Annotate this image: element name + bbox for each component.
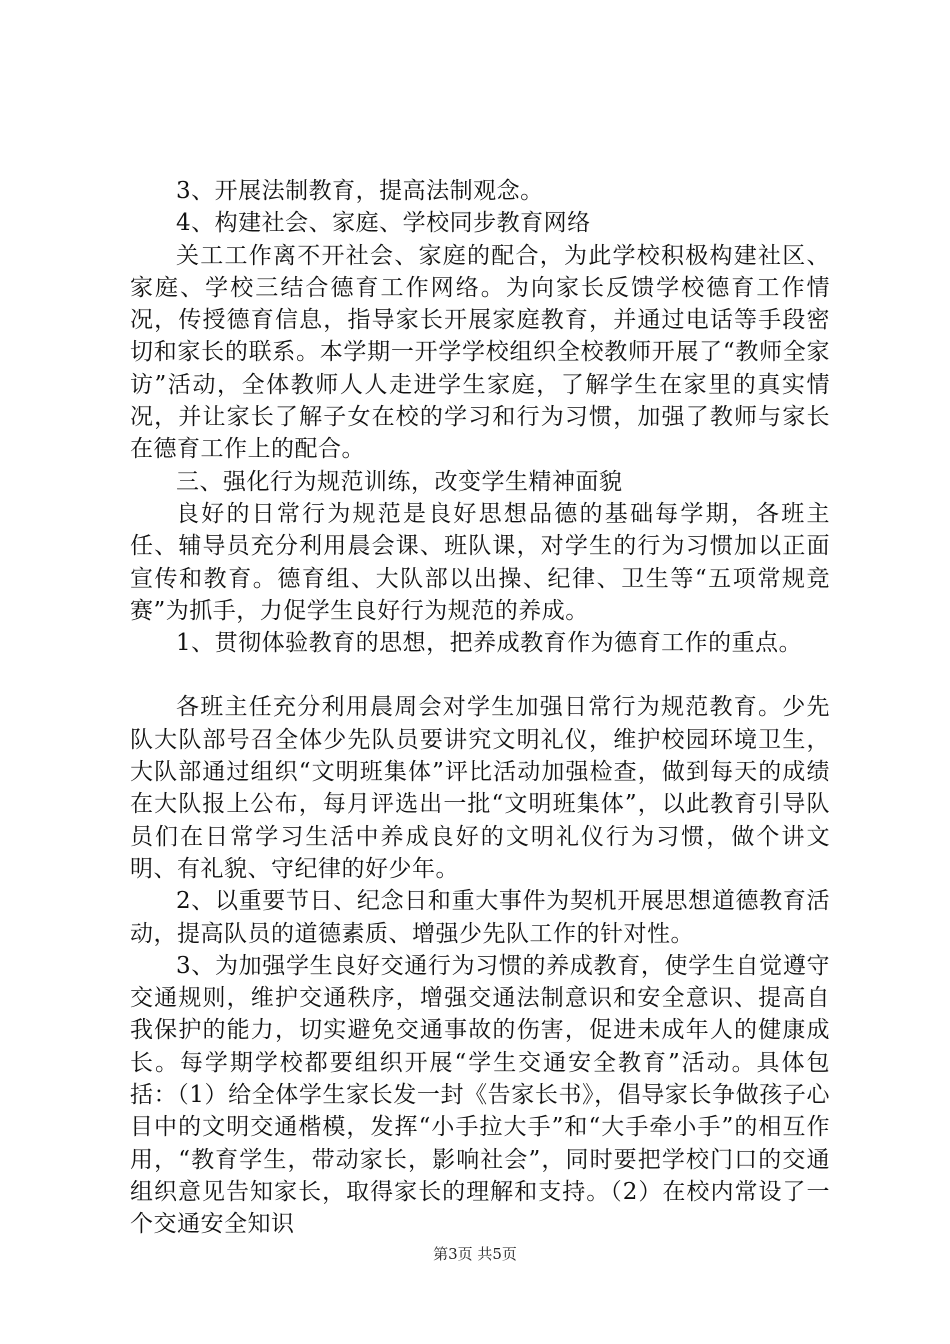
- paragraph-family-school-cooperation: 关工工作离不开社会、家庭的配合，为此学校积极构建社区、家庭、学校三结合德育工作网络。为向家长反馈学校德育工作情况，传授德育信息，指导家长开展家庭教育，并通过电话等手段密切和家长的联系。本学期一开学学校组织全校教师开展了“教师全家访”活动，全体教师人人走进学生家庭，了解学生在家里的真实情况，并让家长了解子女在校的学习和行为习惯，加强了教师与家长在德育工作上的配合。: [130, 242, 830, 463]
- page-footer: 第3页 共5页: [433, 1245, 517, 1263]
- list-item-legal-education: 3、开展法制教育，提高法制观念。: [176, 178, 544, 204]
- paragraph-spacer: [130, 659, 830, 691]
- list-item-education-network: 4、构建社会、家庭、学校同步教育网络: [176, 210, 591, 237]
- paragraph-civilized-class: 各班主任充分利用晨周会对学生加强日常行为规范教育。少先队大队部号召全体少先队员要讲究文明礼仪，维护校园环境卫生，大队部通过组织“文明班集体”评比活动加强检查，做到每天的成绩在大队报上公布，每月评选出一批“文明班集体”，以此教育引导队员们在日常学习生活中养成良好的文明礼仪行为习惯，做个讲文明、有礼貌、守纪律的好少年。: [130, 694, 830, 882]
- document-body: [130, 175, 830, 1241]
- list-item-experience-education: 1、贯彻体验教育的思想，把养成教育作为德育工作的重点。: [176, 630, 803, 657]
- list-item-traffic-safety: 3、为加强学生良好交通行为习惯的养成教育，使学生自觉遵守交通规则，维护交通秩序，增强交通法制意识和安全意识、提高自我保护的能力，切实避免交通事故的伤害，促进未成年人的健康成长。每学期学校都要组织开展“学生交通安全教育”活动。具体包括：（1）给全体学生家长发一封《告家长书》，倡导家长争做孩子心目中的文明交通楷模，发挥“小手拉大手”和“大手牵小手”的相互作用，“教育学生，带动家长，影响社会”，同时要把学校门口的交通组织意见告知家长，取得家长的理解和支持。（2）在校内常设了一个交通安全知识: [130, 952, 830, 1238]
- section-heading-behavior-training: 三、强化行为规范训练，改变学生精神面貌: [176, 468, 623, 495]
- list-item-holiday-activities: 2、以重要节日、纪念日和重大事件为契机开展思想道德教育活动，提高队员的道德素质、增强少先队工作的针对性。: [130, 888, 830, 947]
- paragraph-behavior-norms: 良好的日常行为规范是良好思想品德的基础每学期，各班主任、辅导员充分利用晨会课、班队课，对学生的行为习惯加以正面宣传和教育。德育组、大队部以出操、纪律、卫生等“五项常规竞赛”为抓手，力促学生良好行为规范的养成。: [130, 500, 830, 624]
